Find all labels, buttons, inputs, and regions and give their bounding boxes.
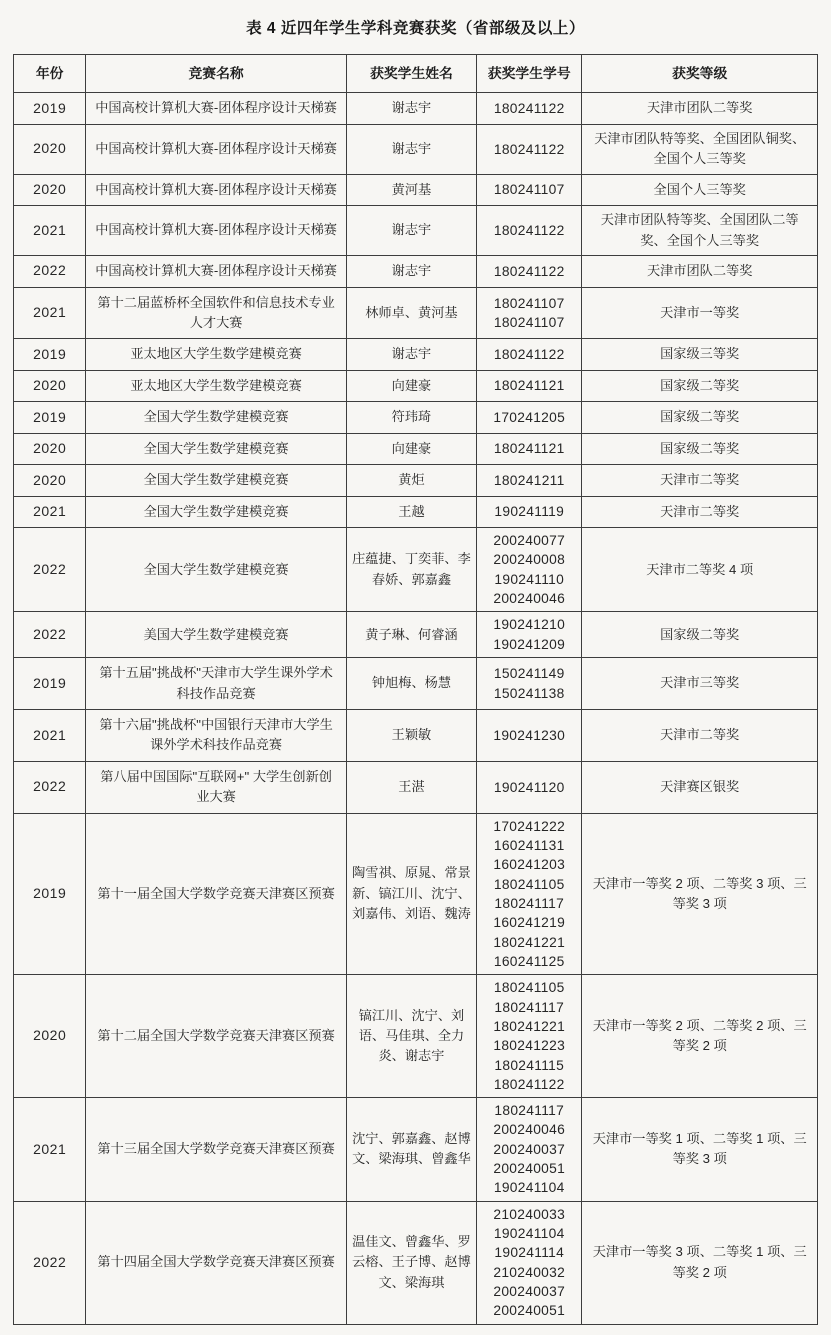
student-id: 180241107	[493, 295, 565, 311]
students-cell: 黄炬	[346, 465, 476, 496]
student-ids-cell	[477, 124, 582, 174]
competition-cell: 中国高校计算机大赛-团体程序设计天梯赛	[86, 124, 346, 174]
competition-cell: 中国高校计算机大赛-团体程序设计天梯赛	[86, 174, 346, 205]
table-row	[14, 370, 818, 401]
competition-cell: 第十二届全国大学数学竞赛天津赛区预赛	[86, 975, 346, 1098]
student-id: 190241114	[494, 1245, 565, 1261]
award-cell: 天津市一等奖 2 项、二等奖 2 项、三等奖 2 项	[582, 975, 818, 1098]
student-id: 190241104	[493, 1180, 565, 1196]
table-row	[14, 1201, 818, 1324]
student-id: 150241149	[493, 666, 565, 682]
table-header	[14, 55, 818, 93]
awards-table	[13, 54, 818, 1325]
student-ids-cell	[477, 528, 582, 612]
competition-cell: 第十四届全国大学数学竞赛天津赛区预赛	[86, 1201, 346, 1324]
year-cell: 2020	[14, 975, 86, 1098]
year-cell: 2020	[14, 433, 86, 464]
student-id: 190241230	[493, 727, 566, 743]
competition-cell: 中国高校计算机大赛-团体程序设计天梯赛	[86, 256, 346, 287]
student-ids-cell	[477, 465, 582, 496]
student-id: 180241105	[493, 980, 565, 996]
student-id: 180241107	[493, 182, 565, 198]
students-cell: 黄子琳、何睿涵	[346, 612, 476, 658]
student-ids-cell	[477, 287, 582, 339]
table-row	[14, 813, 818, 975]
student-ids-cell	[477, 206, 582, 256]
student-ids-cell	[477, 370, 582, 401]
table-row	[14, 528, 818, 612]
year-cell: 2019	[14, 813, 86, 975]
students-cell: 林师卓、黄河基	[346, 287, 476, 339]
student-id: 180241121	[493, 441, 565, 457]
table-row	[14, 206, 818, 256]
student-id: 180241117	[494, 999, 565, 1015]
student-id: 180241122	[493, 222, 565, 238]
students-cell: 王颖敏	[346, 709, 476, 761]
year-cell: 2019	[14, 93, 86, 124]
students-cell: 符玮琦	[346, 402, 476, 433]
column-header: 年份	[14, 55, 86, 93]
student-id: 200240046	[493, 1122, 566, 1138]
column-header: 竞赛名称	[86, 55, 346, 93]
student-id: 180241223	[493, 1038, 566, 1054]
table-row	[14, 256, 818, 287]
competition-cell: 第八届中国国际"互联网+" 大学生创新创业大赛	[86, 761, 346, 813]
award-cell: 国家级二等奖	[582, 612, 818, 658]
students-cell: 王湛	[346, 761, 476, 813]
award-cell: 全国个人三等奖	[582, 174, 818, 205]
award-cell: 天津市三等奖	[582, 658, 818, 710]
year-cell: 2021	[14, 709, 86, 761]
student-ids-cell	[477, 174, 582, 205]
table-row	[14, 402, 818, 433]
award-cell: 天津市一等奖 3 项、二等奖 1 项、三等奖 2 项	[582, 1201, 818, 1324]
student-ids-cell	[477, 433, 582, 464]
award-cell: 天津市二等奖	[582, 465, 818, 496]
student-id: 180241221	[493, 934, 566, 950]
student-id: 180241211	[493, 472, 565, 488]
student-ids-cell	[477, 813, 582, 975]
year-cell: 2022	[14, 1201, 86, 1324]
table-row	[14, 709, 818, 761]
students-cell: 谢志宇	[346, 93, 476, 124]
award-cell: 天津市一等奖	[582, 287, 818, 339]
competition-cell: 中国高校计算机大赛-团体程序设计天梯赛	[86, 206, 346, 256]
students-cell: 镐江川、沈宁、刘语、马佳琪、全力炎、谢志宇	[346, 975, 476, 1098]
award-cell: 天津市二等奖 4 项	[582, 528, 818, 612]
students-cell: 向建豪	[346, 370, 476, 401]
table-row	[14, 174, 818, 205]
student-id: 190241209	[493, 636, 566, 652]
student-id: 210240032	[493, 1264, 566, 1280]
student-id: 180241115	[494, 1057, 565, 1073]
year-cell: 2022	[14, 761, 86, 813]
student-id: 180241117	[494, 1103, 565, 1119]
students-cell: 钟旭梅、杨慧	[346, 658, 476, 710]
student-ids-cell	[477, 709, 582, 761]
column-header: 获奖学生学号	[477, 55, 582, 93]
table-row	[14, 287, 818, 339]
table-row	[14, 124, 818, 174]
student-ids-cell	[477, 1098, 582, 1202]
award-cell: 天津市团队特等奖、全国团队铜奖、全国个人三等奖	[582, 124, 818, 174]
student-id: 200240037	[493, 1283, 566, 1299]
student-id: 190241120	[493, 779, 565, 795]
student-id: 210240033	[493, 1206, 566, 1222]
year-cell: 2020	[14, 174, 86, 205]
column-header: 获奖学生姓名	[346, 55, 476, 93]
table-row	[14, 93, 818, 124]
student-id: 200240037	[493, 1141, 566, 1157]
student-ids-cell	[477, 658, 582, 710]
student-id: 180241122	[493, 100, 565, 116]
student-id: 150241138	[493, 685, 565, 701]
students-cell: 沈宁、郭嘉鑫、赵博文、梁海琪、曾鑫华	[346, 1098, 476, 1202]
student-id: 180241122	[493, 263, 565, 279]
student-id: 160241125	[493, 953, 565, 969]
table-row	[14, 496, 818, 527]
student-id: 200240051	[493, 1303, 566, 1319]
table-body	[14, 93, 818, 1324]
table-row	[14, 433, 818, 464]
year-cell: 2022	[14, 612, 86, 658]
year-cell: 2019	[14, 658, 86, 710]
student-id: 170241222	[493, 818, 566, 834]
year-cell: 2022	[14, 256, 86, 287]
header-row	[14, 55, 818, 93]
students-cell: 向建豪	[346, 433, 476, 464]
students-cell: 王越	[346, 496, 476, 527]
competition-cell: 中国高校计算机大赛-团体程序设计天梯赛	[86, 93, 346, 124]
student-ids-cell	[477, 612, 582, 658]
student-id: 180241122	[493, 1076, 565, 1092]
student-id: 180241105	[493, 876, 565, 892]
students-cell: 谢志宇	[346, 206, 476, 256]
student-ids-cell	[477, 93, 582, 124]
table-row	[14, 339, 818, 370]
students-cell: 谢志宇	[346, 256, 476, 287]
award-cell: 国家级二等奖	[582, 402, 818, 433]
competition-cell: 亚太地区大学生数学建模竞赛	[86, 370, 346, 401]
year-cell: 2020	[14, 370, 86, 401]
student-ids-cell	[477, 1201, 582, 1324]
table-row	[14, 1098, 818, 1202]
year-cell: 2022	[14, 528, 86, 612]
student-id: 180241107	[493, 315, 565, 330]
competition-cell: 第十六届"挑战杯"中国银行天津市大学生课外学术科技作品竞赛	[86, 709, 346, 761]
students-cell: 谢志宇	[346, 124, 476, 174]
competition-cell: 全国大学生数学建模竞赛	[86, 528, 346, 612]
student-id: 200240051	[493, 1161, 566, 1177]
student-id: 180241221	[493, 1018, 566, 1034]
award-cell: 天津市团队二等奖	[582, 93, 818, 124]
competition-cell: 全国大学生数学建模竞赛	[86, 402, 346, 433]
award-cell: 天津市二等奖	[582, 496, 818, 527]
student-id: 190241110	[494, 571, 565, 587]
student-id: 160241203	[493, 857, 566, 873]
student-ids-cell	[477, 496, 582, 527]
student-id: 160241131	[493, 838, 565, 854]
competition-cell: 第十三届全国大学数学竞赛天津赛区预赛	[86, 1098, 346, 1202]
student-id: 180241117	[494, 896, 565, 912]
award-cell: 国家级三等奖	[582, 339, 818, 370]
table-row	[14, 761, 818, 813]
table-row	[14, 975, 818, 1098]
student-id: 190241210	[493, 617, 566, 633]
students-cell: 黄河基	[346, 174, 476, 205]
award-cell: 天津市二等奖	[582, 709, 818, 761]
student-id: 200240046	[493, 591, 566, 607]
competition-cell: 亚太地区大学生数学建模竞赛	[86, 339, 346, 370]
student-ids-cell	[477, 402, 582, 433]
competition-cell: 全国大学生数学建模竞赛	[86, 433, 346, 464]
award-cell: 天津市一等奖 1 项、二等奖 1 项、三等奖 3 项	[582, 1098, 818, 1202]
column-header: 获奖等级	[582, 55, 818, 93]
student-ids-cell	[477, 975, 582, 1098]
student-ids-cell	[477, 339, 582, 370]
year-cell: 2021	[14, 206, 86, 256]
student-id: 160241219	[493, 915, 566, 931]
award-cell: 国家级二等奖	[582, 433, 818, 464]
student-id: 190241104	[493, 1226, 565, 1242]
students-cell: 温佳文、曾鑫华、罗云榕、王子博、赵博文、梁海琪	[346, 1201, 476, 1324]
student-id: 170241205	[493, 409, 566, 425]
competition-cell: 第十二届蓝桥杯全国软件和信息技术专业人才大赛	[86, 287, 346, 339]
student-ids-cell	[477, 761, 582, 813]
students-cell: 谢志宇	[346, 339, 476, 370]
year-cell: 2021	[14, 287, 86, 339]
students-cell: 陶雪祺、原晁、常景新、镐江川、沈宁、刘嘉伟、刘语、魏涛	[346, 813, 476, 975]
award-cell: 天津市一等奖 2 项、二等奖 3 项、三等奖 3 项	[582, 813, 818, 975]
award-cell: 天津赛区银奖	[582, 761, 818, 813]
competition-cell: 全国大学生数学建模竞赛	[86, 465, 346, 496]
table-title: 表 4 近四年学生学科竞赛获奖（省部级及以上）	[246, 20, 585, 37]
year-cell: 2021	[14, 496, 86, 527]
year-cell: 2020	[14, 124, 86, 174]
student-id: 200240077	[493, 533, 566, 549]
year-cell: 2021	[14, 1098, 86, 1202]
year-cell: 2019	[14, 339, 86, 370]
award-cell: 天津市团队特等奖、全国团队二等奖、全国个人三等奖	[582, 206, 818, 256]
table-row	[14, 612, 818, 658]
student-ids-cell	[477, 256, 582, 287]
students-cell: 庄蕴捷、丁奕菲、李春娇、郭嘉鑫	[346, 528, 476, 612]
competition-cell: 美国大学生数学建模竞赛	[86, 612, 346, 658]
student-id: 180241121	[493, 378, 565, 394]
competition-cell: 第十一届全国大学数学竞赛天津赛区预赛	[86, 813, 346, 975]
award-cell: 天津市团队二等奖	[582, 256, 818, 287]
year-cell: 2019	[14, 402, 86, 433]
table-row	[14, 658, 818, 710]
competition-cell: 第十五届"挑战杯"天津市大学生课外学术科技作品竞赛	[86, 658, 346, 710]
year-cell: 2020	[14, 465, 86, 496]
table-row	[14, 465, 818, 496]
student-id: 190241119	[494, 504, 565, 520]
student-id: 180241122	[493, 347, 565, 363]
student-id: 200240008	[493, 552, 566, 568]
award-cell: 国家级二等奖	[582, 370, 818, 401]
competition-cell: 全国大学生数学建模竞赛	[86, 496, 346, 527]
student-id: 180241122	[493, 141, 565, 157]
